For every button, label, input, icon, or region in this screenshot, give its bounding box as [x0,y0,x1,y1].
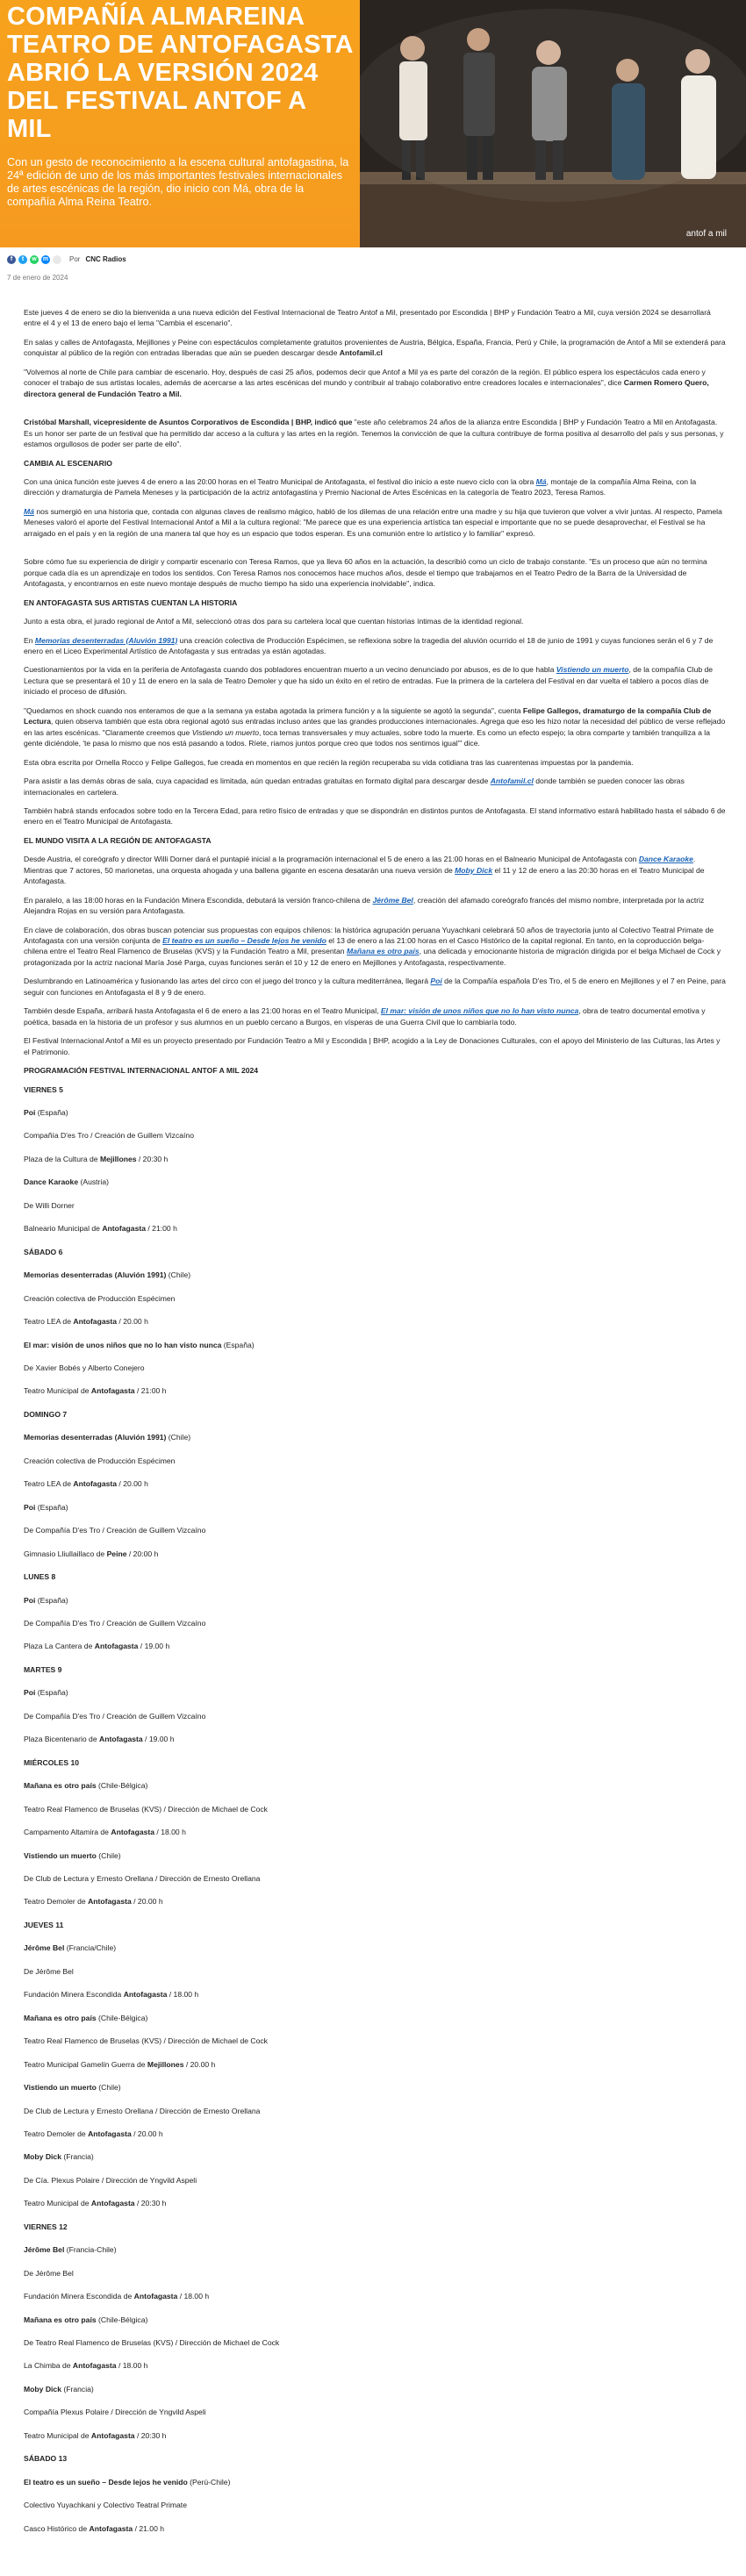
programme-credits: Teatro Real Flamenco de Bruselas (KVS) / Dirección de Michael de Cock [24,1804,268,1814]
programme-list [24,1084,726,2535]
byline-author[interactable]: CNC Radios [85,255,126,263]
paragraph: En Memorias desenterradas (Aluvión 1991) una creación colectiva de Producción Espécimen, se reflexiona sobre la tragedia del aluvión ocurrido el 18 de junio de 1991 y cuyas funciones serán el 6 y 7 de enero en el Liceo Experimental Artístico de Antofagasta y sus entradas ya están agotadas. [24,635,714,655]
programme-show-title: Jérôme Bel (Francia-Chile) [24,2245,117,2255]
programme-show-title: Mañana es otro país (Chile-Bélgica) [24,1781,148,1791]
programme-day: VIERNES 12 [24,2222,68,2231]
paragraph: Cuestionamientos por la vida en la periferia de Antofagasta cuando dos pobladores encuentran muerto a un vecino denunciado por abusos, es de lo que habla Vistiendo un muerto, de la compañía Club de Lectura que se presentará el 10 y 11 de enero en la sala de Teatro Demoler y que ha sido un éxito en el retiro de entradas. Fue la primera de la cartelera del Festival en dar vuelta el tablero a pocos días de iniciado el proceso de difusión. [24,665,714,697]
programme-show-title: Poi (España) [24,1688,68,1698]
publish-date: 7 de enero de 2024 [7,274,68,282]
programme-venue: Plaza de la Cultura de Mejillones / 20:30 h [24,1154,169,1163]
programme-venue: Balneario Municipal de Antofagasta / 21:00 h [24,1224,177,1234]
article-subtitle: Con un gesto de reconocimiento a la escena cultural antofagastina, la 24ª edición de uno de los más importantes festivales internacionales de artes escénicas de la región, dio inicio con Má, obra de la compañía Alma Reina Teatro. [7,156,349,208]
programme-venue: Teatro Municipal de Antofagasta / 20:30 h [24,2199,167,2208]
programme-venue: Teatro Municipal Gamelín Guerra de Mejillones / 20.00 h [24,2059,216,2069]
hero-banner [0,0,746,247]
programme-credits: Compañía D'es Tro / Creación de Guillem Vizcaíno [24,1131,194,1141]
manana-otro-pais-link[interactable]: Mañana es otro país [346,947,420,956]
paragraph: También habrá stands enfocados sobre todo en la Tercera Edad, para retiro físico de entradas y que se dispondrán en distintos puntos de Antofagasta. El stand informativo estará habilitado hasta el sábado 6 de enero en el Teatro Municipal de Antofagasta. [24,805,726,826]
section-heading: CAMBIA AL ESCENARIO [24,458,112,468]
programme-venue: Plaza Bicentenario de Antofagasta / 19.00 h [24,1735,175,1744]
poi-link[interactable]: Poi [430,977,442,986]
programme-venue: Fundación Minera Escondida de Antofagasta / 18.00 h [24,2292,210,2301]
programme-venue: Casco Histórico de Antofagasta / 21.00 h [24,2523,165,2533]
programme-day: MARTES 9 [24,1664,62,1674]
programme-show-title: Poi (España) [24,1502,68,1512]
programme-show-title: Poi (España) [24,1108,68,1118]
article-body [24,307,726,2546]
programme-venue: Gimnasio Lliullaillaco de Peine / 20:00 h [24,1549,159,1558]
programme-venue: Fundación Minera Escondida Antofagasta / 18.00 h [24,1990,199,2000]
twitter-icon[interactable]: t [18,255,27,264]
programme-venue: Teatro Municipal de Antofagasta / 21:00 h [24,1386,167,1396]
programme-venue: Teatro Municipal de Antofagasta / 20:30 h [24,2430,167,2440]
programme-credits: De Jérôme Bel [24,2268,74,2278]
programme-day: MIÉRCOLES 10 [24,1757,80,1767]
paragraph: Sobre cómo fue su experiencia de dirigir y compartir escenario con Teresa Ramos, que ya lleva 60 años en la actuación, la describió como un ciclo de trabajo constante. "Es un proceso que aún no termina porque cada día es un aprendizaje en todos los sentidos. Con Teresa Ramos nos conocemos hace muchos años, desde el tiempo que trabajamos en el Teatro Pedro de la Barra de la Universidad de Antofagasta, y encontrarnos en este nuevo montaje después de mucho tiempo ha sido una experiencia inolvidable", indica. [24,557,707,589]
programme-venue: Teatro LEA de Antofagasta / 20.00 h [24,1317,148,1327]
programme-show-title: El teatro es un sueño – Desde lejos he venido (Perú-Chile) [24,2477,231,2487]
paragraph: En salas y calles de Antofagasta, Mejillones y Peine con espectáculos completamente gratuitos provenientes de Austria, Bélgica, España, Francia, Perú y Chile, la programación de Antof a Mil se extenderá para conquistar al público de la región con entradas liberadas que aún se pueden descargar desde Antofamil.cl [24,337,726,358]
paragraph: "Volvemos al norte de Chile para cambiar de escenario. Hoy, después de casi 25 años, podemos decir que Antof a Mil ya es parte del corazón de la región. El público espera los espectáculos cada enero y conocer el trabajo de sus artistas locales, además de acercarse a las artes escénicas del mundo y contribuir al trabajo colaborativo entre creadores locales e internacionales", dice Carmen Romero Quero, directora general de Fundación Teatro a Mil. [24,367,709,398]
programme-day: JUEVES 11 [24,1920,64,1929]
facebook-icon[interactable]: f [7,255,16,264]
programme-show-title: Jérôme Bel (Francia/Chile) [24,1943,117,1953]
section-heading: EN ANTOFAGASTA SUS ARTISTAS CUENTAN LA HISTORIA [24,597,238,607]
paragraph: También desde España, arribará hasta Antofagasta el 6 de enero a las 21:00 horas en el Teatro Municipal, El mar: visión de unos niños que no lo han visto nunca, obra de teatro documental emotiva y poética, basada en la historia de un profesor y sus alumnos en un pueblo cercano a Burgos, en vísperas de una Guerra Civil que lo cambiaría todo. [24,1006,706,1027]
paragraph: Este jueves 4 de enero se dio la bienvenida a una nueva edición del Festival Internacional de Teatro Antof a Mil, presentado por Escondida | BHP y Fundación Teatro a Mil, cuya versión 2024 se desarrollará entre el 4 y el 13 de enero bajo el lema "Cambia el escenario". [24,308,711,328]
programme-show-title: El mar: visión de unos niños que no lo han visto nunca (España) [24,1340,255,1349]
programme-credits: De Willi Dorner [24,1200,75,1210]
programme-credits: De Club de Lectura y Ernesto Orellana / Dirección de Ernesto Orellana [24,2106,261,2115]
photo-caption: antof a mil [685,228,727,239]
memorias-link[interactable]: Memorias desenterradas (Aluvión 1991) [34,635,178,645]
programme-venue: Campamento Altamira de Antofagasta / 18.00 h [24,1828,186,1837]
programme-show-title: Moby Dick (Francia) [24,2384,94,2394]
hero-photo [360,0,746,247]
programme-day: SÁBADO 13 [24,2454,68,2464]
paragraph: Con una única función este jueves 4 de enero a las 20:00 horas en el Teatro Municipal de Antofagasta, el festival dio inicio a este nuevo ciclo con la obra Má, montaje de la compañía Alma Reina, con la dirección y dramaturgia de Pamela Meneses y la participación de la actriz antofagastina y Premio Nacional de Artes Escénicas en la categoría de Teatro 2023, Teresa Ramos. [24,476,697,497]
article-title: COMPAÑÍA ALMAREINA TEATRO DE ANTOFAGASTA ABRIÓ LA VERSIÓN 2024 DEL FESTIVAL ANTOF A MIL [7,3,353,143]
author-avatar [53,255,61,264]
programme-credits: Compañía Plexus Polaire / Dirección de Yngvild Aspeli [24,2408,206,2417]
programme-credits: De Teatro Real Flamenco de Bruselas (KVS) / Dirección de Michael de Cock [24,2338,280,2348]
programme-day: DOMINGO 7 [24,1409,68,1419]
programme-credits: Teatro Real Flamenco de Bruselas (KVS) / Dirección de Michael de Cock [24,2036,268,2046]
programme-show-title: Vistiendo un muerto (Chile) [24,2083,121,2093]
section-heading: EL MUNDO VISITA A LA REGIÓN DE ANTOFAGASTA [24,835,212,845]
moby-dick-link[interactable]: Moby Dick [455,865,493,875]
antofamil-link[interactable]: Antofamil.cl [339,348,383,358]
paragraph: En paralelo, a las 18:00 horas en la Fundación Minera Escondida, debutará la versión franco-chilena de Jérôme Bel, creación del afamado coreógrafo francés del mismo nombre, interpretada por la actriz Alejandra Rojas en su versión para Antofagasta. [24,895,705,916]
programme-credits: De Jérôme Bel [24,1966,74,1976]
paragraph: El Festival Internacional Antof a Mil es un proyecto presentado por Fundación Teatro a Mil y Escondida | BHP, acogido a la Ley de Donaciones Culturales, con el apoyo del Ministerio de las Culturas, las Artes y el Patrimonio. [24,1036,721,1056]
programme-credits: Colectivo Yuyachkani y Colectivo Teatral Primate [24,2501,187,2510]
paragraph: Esta obra escrita por Ornella Rocco y Felipe Gallegos, fue creada en momentos en que recién la región recuperaba su vida cotidiana tras las cuarentenas impuestas por la pandemia. [24,757,634,767]
teatro-sueno-link[interactable]: El teatro es un sueño – Desde lejos he venido [162,936,326,946]
programme-venue: La Chimba de Antofagasta / 18.00 h [24,2361,148,2371]
section-heading: PROGRAMACIÓN FESTIVAL INTERNACIONAL ANTOF A MIL 2024 [24,1066,259,1076]
programme-credits: Creación colectiva de Producción Espécimen [24,1456,176,1465]
programme-venue: Plaza La Cantera de Antofagasta / 19.00 h [24,1642,170,1651]
programme-show-title: Mañana es otro país (Chile-Bélgica) [24,2315,148,2324]
ma-link[interactable]: Má [24,506,34,516]
programme-credits: De Xavier Bobés y Alberto Conejero [24,1363,145,1372]
paragraph: Deslumbrando en Latinoamérica y fusionando las artes del circo con el juego del tronco y la cultura mediterránea, llegará Poi de la Compañía española D'es Tro, el 5 de enero en Mejillones y el 7 en Peine, para seguir con funciones en Antofagasta el 8 y 9 de enero. [24,977,726,997]
paragraph: Para asistir a las demás obras de sala, cuya capacidad es limitada, aún quedan entradas gratuitas en formato digital para descargar desde Antofamil.cl donde también se pueden conocer las obras internacionales en cartelera. [24,776,685,797]
hero-text-panel [0,0,360,247]
byline-por: Por [69,255,81,263]
paragraph: Má nos sumergió en una historia que, contada con algunas claves de realismo mágico, habló de los dilemas de una relación entre una madre y su hija que tuvieron que volver a vivir juntas. Al respecto, Pamela Meneses valoró el aporte del Festival Internacional Antof a Mil a la cultura regional: "Me parece que es una experiencia artística tan especial e importante que no se puede desaprovechar, el Festival se ha arraigado en el país y en la región de una manera tal que hoy es un espacio que todos esperan. Es una comunión entre lo artístico y lo familiar" expresó. [24,506,722,538]
programme-credits: Creación colectiva de Producción Espécimen [24,1293,176,1303]
programme-credits: De Compañía D'es Tro / Creación de Guillem Vizcaíno [24,1526,206,1535]
paragraph: "Quedamos en shock cuando nos enteramos de que a la semana ya estaba agotada la primera función y a la siguiente se agotó la segunda", cuenta Felipe Gallegos, dramaturgo de la compañía Club de Lectura, quien observa también que esta obra regional agotó sus entradas incluso antes que las grandes producciones internacionales. Agrega que eso les hizo notar la necesidad del público de verse reflejado en las artes escénicas. "Claramente creemos que Vistiendo un muerto, toca temas transversales y muy actuales, sobre todo la muerte. Es como un efecto espejo; la obra comparte y también tranquiliza a la gente diciéndole, 'te pasa lo mismo que nos está pasando a todos. Ríete, riamos juntos porque creo que todos nos sentimos igual'" dice. [24,705,726,748]
programme-day: SÁBADO 6 [24,1247,63,1256]
el-mar-link[interactable]: El mar: visión de unos niños que no lo han visto nunca [380,1006,579,1016]
programme-day: LUNES 8 [24,1572,56,1582]
dance-karaoke-link[interactable]: Dance Karaoke [638,855,693,864]
programme-credits: De Compañía D'es Tro / Creación de Guillem Vizcaíno [24,1618,206,1628]
antofamil-link[interactable]: Antofamil.cl [490,776,534,786]
whatsapp-icon[interactable]: w [30,255,39,264]
programme-credits: De Club de Lectura y Ernesto Orellana / Dirección de Ernesto Orellana [24,1873,261,1883]
programme-venue: Teatro Demoler de Antofagasta / 20.00 h [24,2129,163,2138]
share-bar [7,254,126,265]
stage-photo-illustration [360,0,746,247]
vistiendo-link[interactable]: Vistiendo un muerto [556,665,629,675]
programme-show-title: Dance Karaoke (Austria) [24,1177,109,1187]
programme-show-title: Mañana es otro país (Chile-Bélgica) [24,2013,148,2022]
ma-link[interactable]: Má [535,476,547,486]
programme-day: VIERNES 5 [24,1084,63,1094]
paragraph: En clave de colaboración, dos obras buscan potenciar sus propuestas con equipos chilenos: la histórica agrupación peruana Yuyachkani celebrará 50 años de trayectoria junto al Colectivo Teatral Primate de Antofagasta con una versión conjunta de El teatro es un sueño – Desde lejos he venido el 13 de enero a las 21:00 horas en el Casco Histórico de la capital regional. En tanto, en la coproducción belga-chilena entre el Teatro Real Flamenco de Bruselas (KVS) y la Fundación Teatro a Mil, presentan Mañana es otro país, una delicada y emocionante historia de migración dirigida por el belga Michael de Cock y protagonizada por la actriz nacional María José Parga, cuyas funciones serán el 10 y 12 de enero en Mejillones y Antofagasta, respectivamente. [24,925,721,967]
paragraph: Junto a esta obra, el jurado regional de Antof a Mil, seleccionó otras dos para su cartelera local que cuentan historias íntimas de la identidad regional. [24,617,524,626]
programme-venue: Teatro Demoler de Antofagasta / 20.00 h [24,1897,163,1907]
paragraph: Cristóbal Marshall, vicepresidente de Asuntos Corporativos de Escondida | BHP, indicó que "este año celebramos 24 años de la alianza entre Escondida | BHP y Fundación Teatro a Mil en Antofagasta. Es un honor ser parte de un festival que ha permitido dar acceso a la cultura y las artes en la región. Tenemos la convicción de que la cultura contribuye de forma positiva al desarrollo del país y sus personas, y estamos orgullosos de poder ser parte de ello". [24,418,724,449]
programme-venue: Teatro LEA de Antofagasta / 20.00 h [24,1479,148,1489]
programme-show-title: Poi (España) [24,1595,68,1605]
programme-show-title: Memorias desenterradas (Aluvión 1991) (Chile) [24,1433,191,1442]
programme-credits: De Cía. Plexus Polaire / Dirección de Yngvild Aspeli [24,2175,197,2185]
jerome-bel-link[interactable]: Jérôme Bel [372,895,413,905]
programme-credits: De Compañía D'es Tro / Creación de Guillem Vizcaíno [24,1711,206,1721]
messenger-icon[interactable]: m [42,255,49,262]
paragraph: Desde Austria, el coreógrafo y director Willi Dorner dará el puntapié inicial a la programación internacional el 5 de enero a las 21:00 horas en el Balneario Municipal de Antofagasta con Dance Karaoke. Mientras que 7 actores, 50 marionetas, una orquesta ahogada y una ballena gigante en escena desatarán una nueva versión de Moby Dick el 11 y 12 de enero a las 20:30 horas en el Teatro Municipal de Antofagasta. [24,855,705,886]
programme-show-title: Vistiendo un muerto (Chile) [24,1850,121,1860]
programme-show-title: Moby Dick (Francia) [24,2152,94,2162]
programme-show-title: Memorias desenterradas (Aluvión 1991) (Chile) [24,1270,191,1280]
